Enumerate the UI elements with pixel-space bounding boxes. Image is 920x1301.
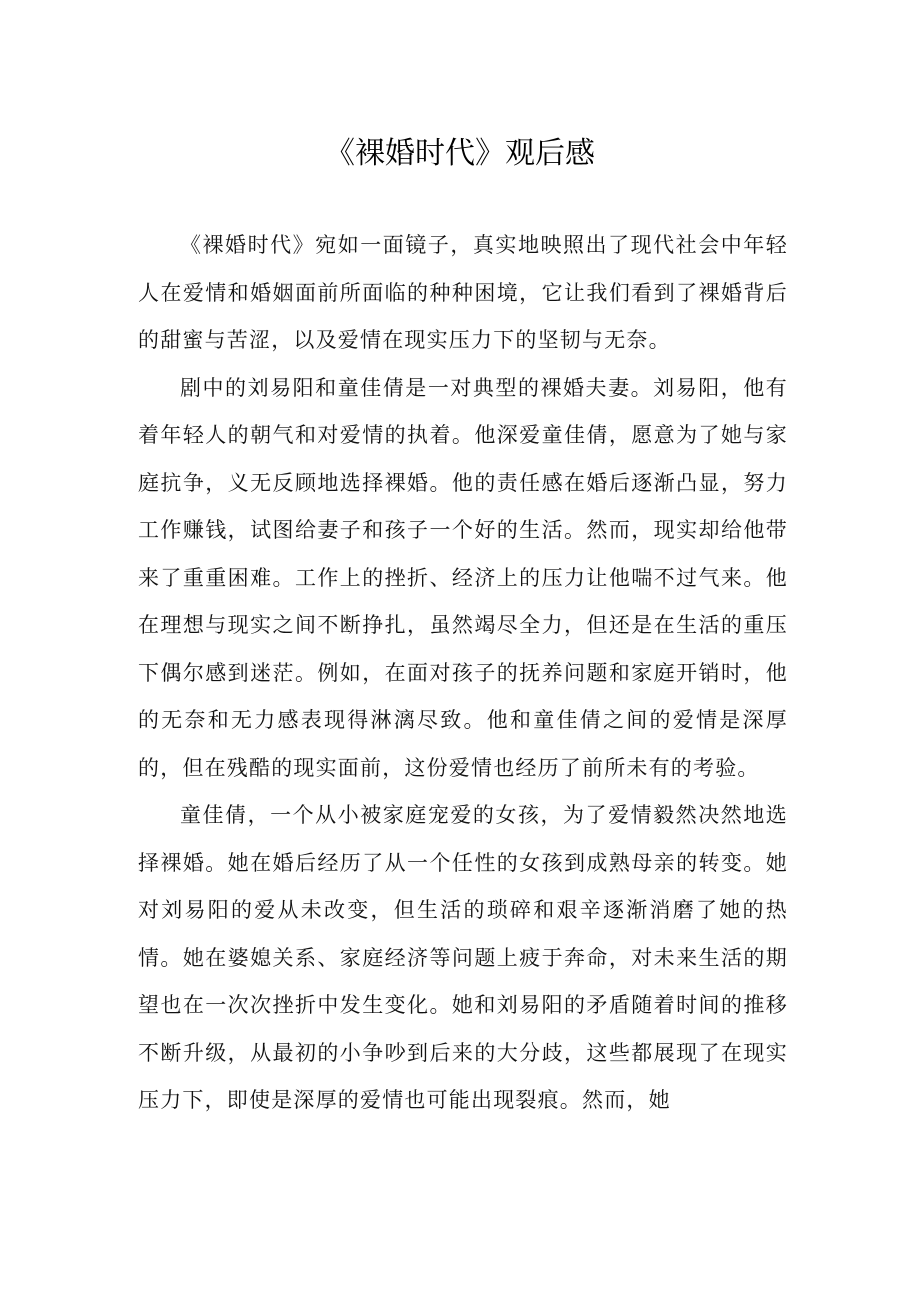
document-title: 《裸婚时代》观后感 (325, 136, 595, 171)
paragraph-1: 《裸婚时代》宛如一面镜子，真实地映照出了现代社会中年轻人在爱情和婚姻面前所面临的种种困境，它让我们看到了裸婚背后的甜蜜与苦涩，以及爱情在现实压力下的坚韧与无奈。 (138, 233, 788, 352)
paragraph-2: 剧中的刘易阳和童佳倩是一对典型的裸婚夫妻。刘易阳，他有着年轻人的朝气和对爱情的执着。他深爱童佳倩，愿意为了她与家庭抗争，义无反顾地选择裸婚。他的责任感在婚后逐渐凸显，努力工作赚钱，试图给妻子和孩子一个好的生活。然而，现实却给他带来了重重困难。工作上的挫折、经济上的压力让他喘不过气来。他在理想与现实之间不断挣扎，虽然竭尽全力，但还是在生活的重压下偶尔感到迷茫。例如，在面对孩子的抚养问题和家庭开销时，他的无奈和无力感表现得淋漓尽致。他和童佳倩之间的爱情是深厚的，但在残酷的现实面前，这份爱情也经历了前所未有的考验。 (138, 375, 788, 780)
document-body (138, 222, 788, 1125)
paragraph-3: 童佳倩，一个从小被家庭宠爱的女孩，为了爱情毅然决然地选择裸婚。她在婚后经历了从一个任性的女孩到成熟母亲的转变。她对刘易阳的爱从未改变，但生活的琐碎和艰辛逐渐消磨了她的热情。她在婆媳关系、家庭经济等问题上疲于奔命，对未来生活的期望也在一次次挫折中发生变化。她和刘易阳的矛盾随着时间的推移不断升级，从最初的小争吵到后来的大分歧，这些都展现了在现实压力下，即使是深厚的爱情也可能出现裂痕。然而，她 (138, 803, 788, 1112)
